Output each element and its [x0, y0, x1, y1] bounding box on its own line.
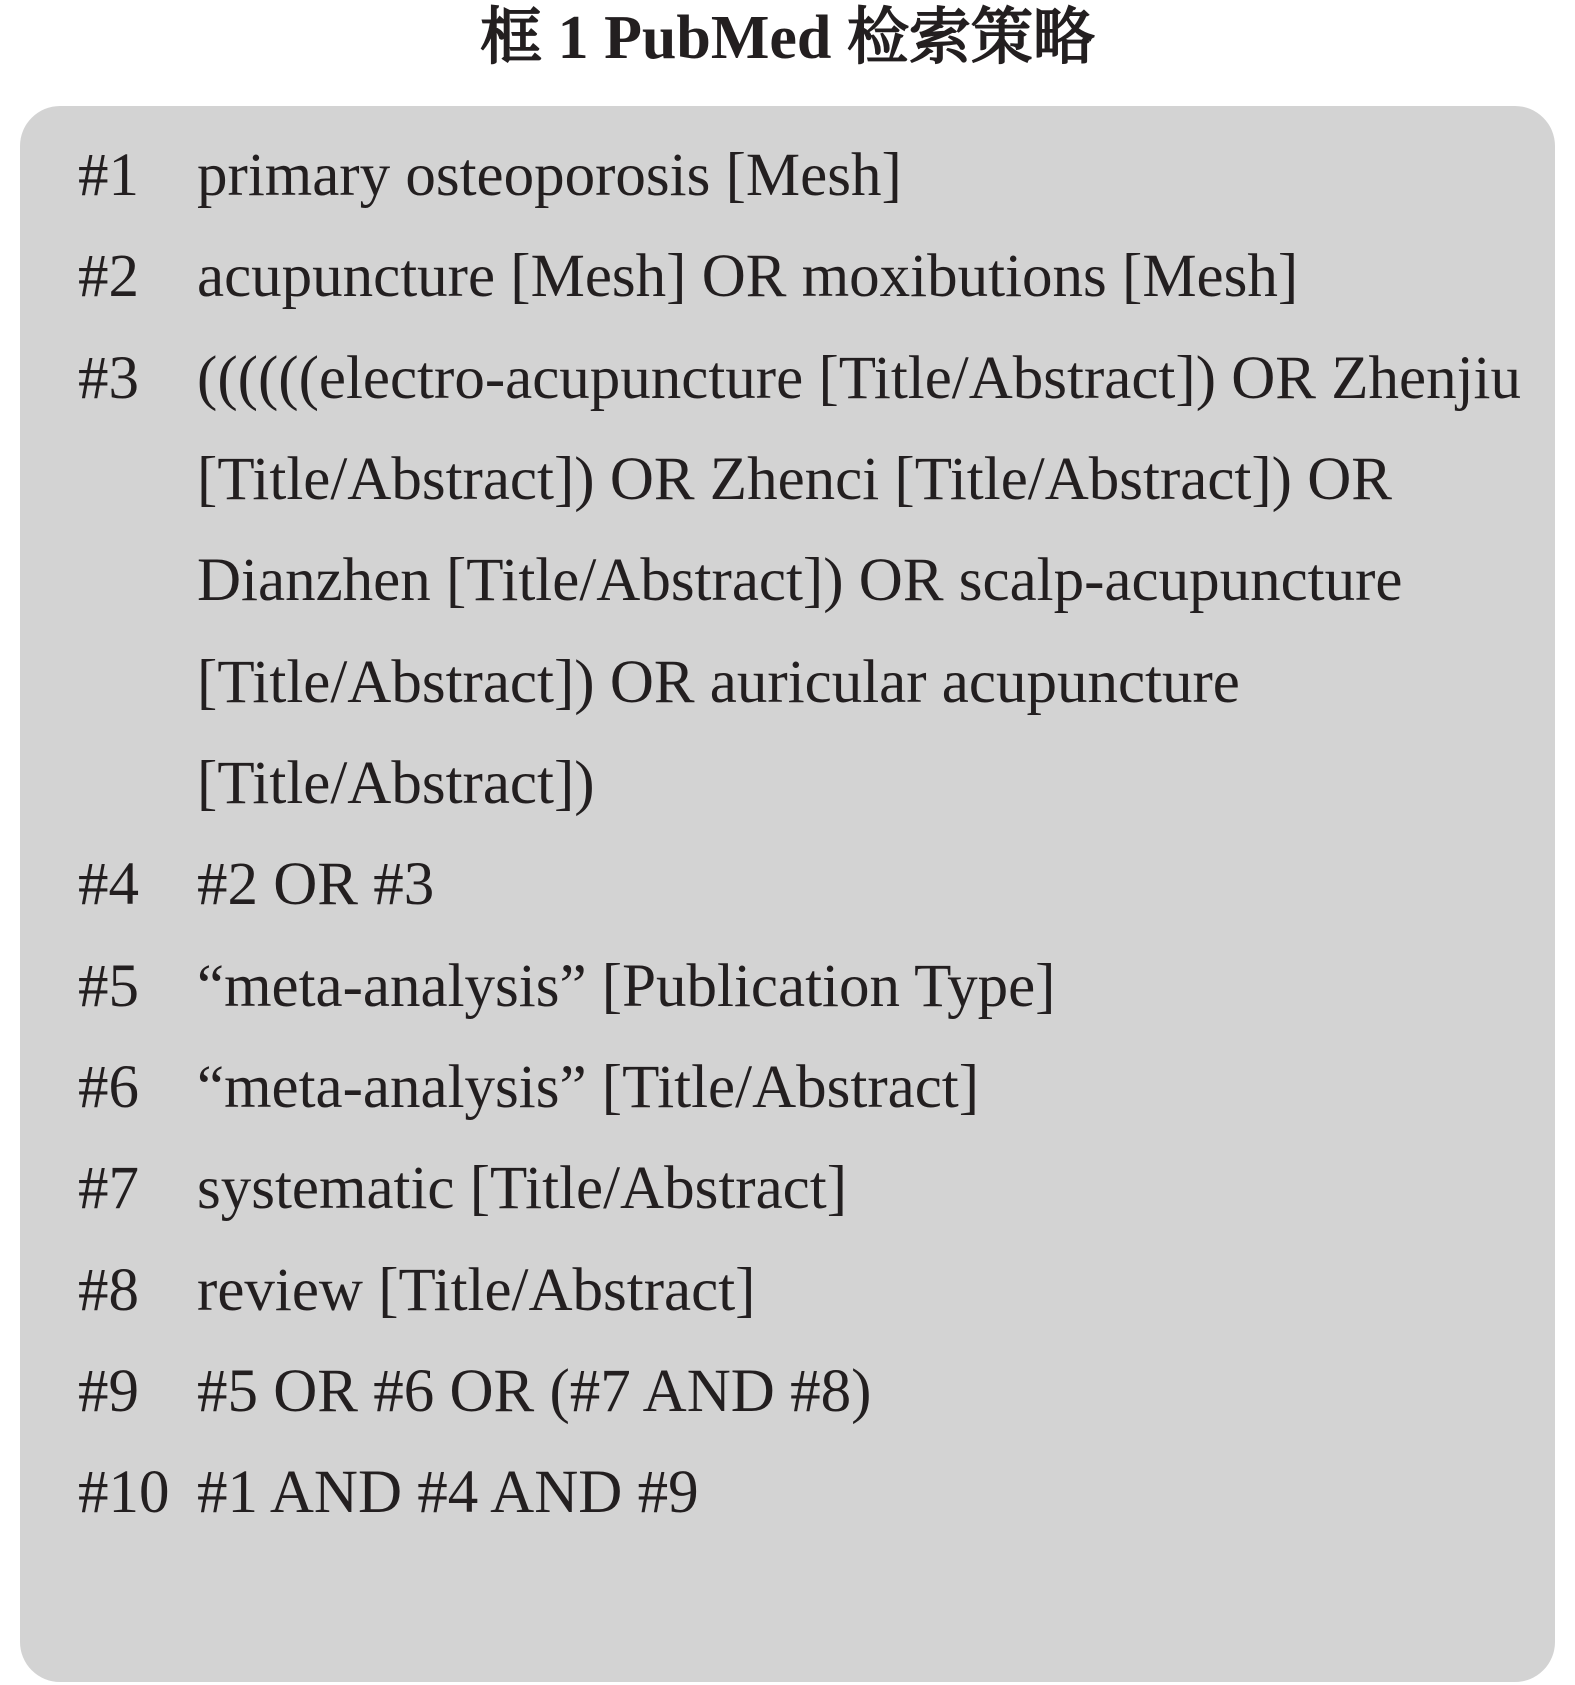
strategy-row-2	[20, 232, 1555, 322]
row-number: #9	[78, 1358, 139, 1425]
strategy-row-3-continued	[20, 638, 1555, 728]
strategy-row-5	[20, 942, 1555, 1032]
row-query: #5 OR #6 OR (#7 AND #8)	[197, 1358, 872, 1425]
row-number: #1	[78, 142, 139, 209]
row-query: [Title/Abstract])	[197, 750, 595, 817]
row-number: #5	[78, 953, 139, 1020]
row-query: acupuncture [Mesh] OR moxibutions [Mesh]	[197, 243, 1299, 310]
strategy-row-6	[20, 1043, 1555, 1133]
search-strategy-box	[20, 106, 1555, 1682]
strategy-row-9	[20, 1347, 1555, 1437]
row-number: #3	[78, 345, 139, 412]
strategy-row-1	[20, 131, 1555, 221]
row-query: “meta-analysis” [Publication Type]	[197, 953, 1056, 1020]
strategy-row-10	[20, 1448, 1555, 1538]
row-query: systematic [Title/Abstract]	[197, 1155, 848, 1222]
row-query: Dianzhen [Title/Abstract]) OR scalp-acupuncture	[197, 547, 1403, 614]
row-query: “meta-analysis” [Title/Abstract]	[197, 1054, 980, 1121]
row-query: #1 AND #4 AND #9	[197, 1459, 699, 1526]
row-query: #2 OR #3	[197, 851, 435, 918]
row-number: #10	[78, 1459, 170, 1526]
strategy-row-3	[20, 334, 1555, 424]
row-number: #8	[78, 1257, 139, 1324]
strategy-row-7	[20, 1144, 1555, 1234]
strategy-row-3-continued	[20, 435, 1555, 525]
row-query: primary osteoporosis [Mesh]	[197, 142, 902, 209]
row-query: ((((((electro-acupuncture [Title/Abstract]) OR Zhenjiu	[197, 345, 1521, 412]
row-query: review [Title/Abstract]	[197, 1257, 756, 1324]
row-number: #7	[78, 1155, 139, 1222]
row-query: [Title/Abstract]) OR Zhenci [Title/Abstract]) OR	[197, 446, 1392, 513]
strategy-row-3-continued	[20, 536, 1555, 626]
strategy-row-8	[20, 1246, 1555, 1336]
strategy-row-3-continued	[20, 739, 1555, 829]
strategy-row-4	[20, 840, 1555, 930]
row-number: #4	[78, 851, 139, 918]
box-title: 框 1 PubMed 检索策略	[480, 4, 1095, 72]
row-number: #2	[78, 243, 139, 310]
row-query: [Title/Abstract]) OR auricular acupuncture	[197, 649, 1240, 716]
row-number: #6	[78, 1054, 139, 1121]
